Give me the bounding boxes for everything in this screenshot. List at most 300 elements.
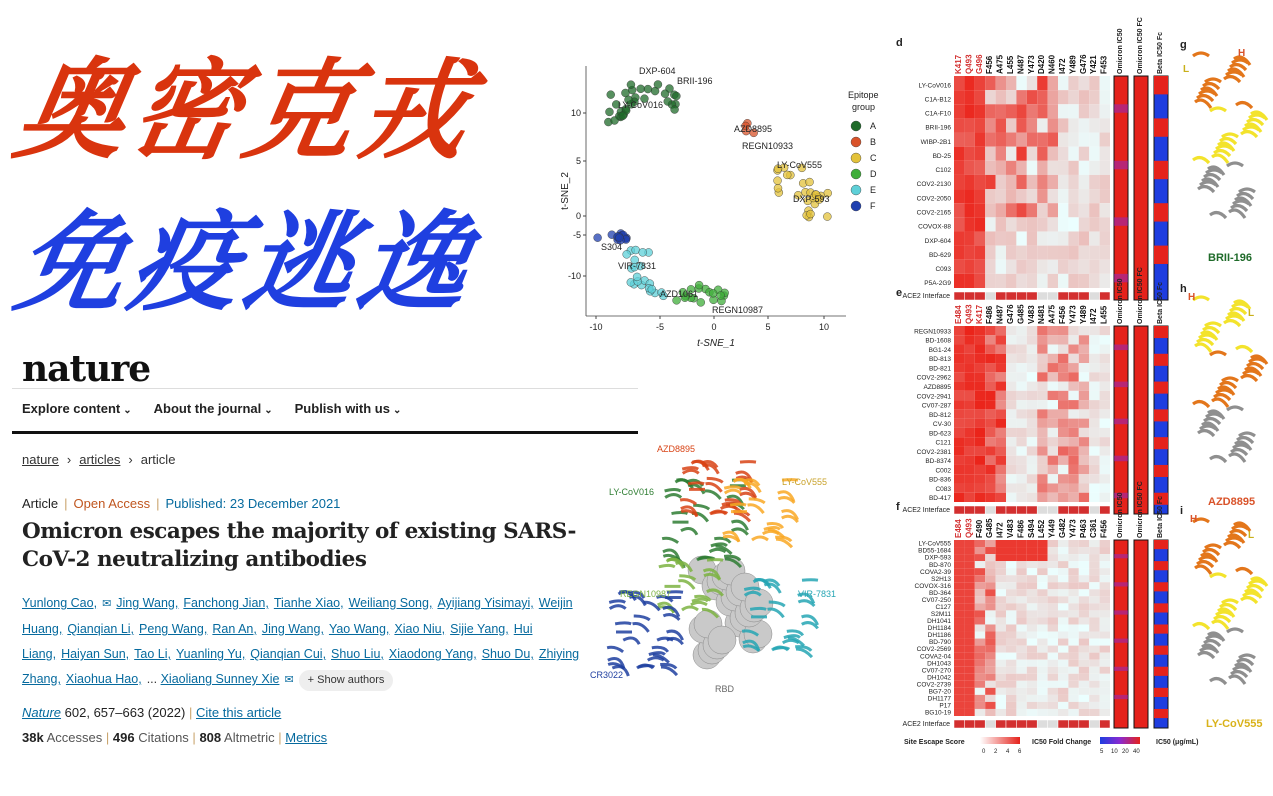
heatmap-cell	[1048, 118, 1058, 132]
cluster-label: AZD1061	[660, 289, 699, 299]
heatmap-cell	[1089, 231, 1099, 245]
author-link[interactable]: Sijie Yang,	[450, 622, 509, 636]
heatmap-cell	[996, 617, 1006, 624]
heatmap-cell	[1068, 400, 1078, 409]
ic50-cell	[1114, 382, 1128, 388]
heatmap-cell	[1100, 246, 1110, 260]
ace2-cell	[1058, 720, 1068, 728]
column-header: Q493	[964, 54, 974, 74]
heatmap-cell	[1048, 493, 1058, 502]
breadcrumb-nature[interactable]: nature	[22, 452, 59, 467]
model-ribbon	[1212, 621, 1228, 629]
cluster-label: REGN10933	[742, 141, 794, 151]
model-ribbon	[1236, 347, 1252, 352]
structure-label: AZD8895	[657, 444, 696, 454]
heatmap-cell	[1027, 231, 1037, 245]
author-link[interactable]: Jing Wang,	[261, 622, 324, 636]
heatmap-cell	[1089, 688, 1099, 695]
heatmap-cell	[1068, 391, 1078, 400]
column-header: V483	[1026, 305, 1036, 324]
ace2-cell	[985, 720, 995, 728]
row-label: COVOX-316	[914, 582, 951, 590]
author-link[interactable]: Fanchong Jian,	[183, 596, 269, 610]
heatmap-cell	[1006, 639, 1016, 646]
heatmap-cell	[1058, 547, 1068, 554]
row-label: COV2-2739	[916, 681, 951, 689]
heatmap-cell	[954, 372, 964, 381]
ace2-cell	[1058, 506, 1068, 514]
heatmap-cell	[1016, 354, 1026, 363]
breadcrumb-articles[interactable]: articles	[79, 452, 121, 467]
heatmap-cell	[1048, 709, 1058, 716]
heatmap-cell	[975, 575, 985, 582]
heatmap-cell	[1048, 667, 1058, 674]
heatmap-cell	[1037, 540, 1047, 547]
model-ribbon	[1227, 407, 1243, 410]
heatmap-cell	[1058, 446, 1068, 455]
heatmap-cell	[964, 161, 974, 175]
heatmap-cell	[954, 582, 964, 589]
heatmap-cell	[975, 326, 985, 335]
heatmap-cell	[1027, 76, 1037, 90]
heatmap-cell	[1037, 382, 1047, 391]
heatmap-cell	[975, 335, 985, 344]
heatmap-cell	[1058, 231, 1068, 245]
heatmap-cell	[985, 653, 995, 660]
heatmap-cell	[1037, 217, 1047, 231]
heatmap-cell	[954, 653, 964, 660]
ic50-cell	[1154, 326, 1168, 338]
heatmap-cell	[1037, 632, 1047, 639]
heatmap-cell	[996, 674, 1006, 681]
heatmap-cell	[996, 260, 1006, 274]
column-header: F456	[985, 55, 995, 74]
nav-explore-content[interactable]: Explore content ⌄	[22, 401, 132, 416]
legend-title: group	[852, 102, 876, 112]
heatmap-cell	[1006, 133, 1016, 147]
heatmap-cell	[1089, 345, 1099, 354]
heatmap-cell	[975, 632, 985, 639]
author-link[interactable]: Weiliang Song,	[348, 596, 433, 610]
heatmap-cell	[975, 104, 985, 118]
ace2-cell	[975, 292, 985, 300]
heatmap-cell	[1089, 646, 1099, 653]
author-link[interactable]: Hui Liang,	[22, 622, 533, 661]
nav-divider	[12, 431, 638, 434]
heatmap-cell	[996, 189, 1006, 203]
side-column-header: Omicron IC50 FC	[1137, 267, 1144, 324]
heatmap-cell	[954, 589, 964, 596]
author-link[interactable]: Qianqian Li,	[67, 622, 135, 636]
ic50-cell	[1154, 354, 1168, 366]
heatmap-cell	[1058, 667, 1068, 674]
heatmap-cell	[1006, 345, 1016, 354]
column-header: I472	[1089, 308, 1099, 324]
author-link[interactable]: Xiaodong Yang,	[388, 647, 477, 661]
heatmap-cell	[1068, 561, 1078, 568]
heatmap-cell	[1068, 133, 1078, 147]
heatmap-cell	[964, 147, 974, 161]
heatmap-cell	[1048, 660, 1058, 667]
heatmap-cell	[975, 547, 985, 554]
y-tick-label: -10	[567, 271, 581, 281]
nav-about-journal[interactable]: About the journal ⌄	[153, 401, 273, 416]
nav-publish[interactable]: Publish with us ⌄	[294, 401, 402, 416]
column-header: G476	[1006, 304, 1015, 324]
heatmap-cell	[996, 326, 1006, 335]
row-label: BD-821	[928, 365, 951, 373]
ic50-cell	[1114, 104, 1128, 112]
heatmap-cell	[954, 363, 964, 372]
show-authors-button[interactable]: + Show authors	[299, 670, 394, 691]
model-ribbon	[1239, 433, 1255, 436]
heatmap-cell	[1016, 345, 1026, 354]
author-link[interactable]: Yao Wang,	[328, 622, 390, 636]
author-link[interactable]: Ran An,	[212, 622, 257, 636]
heatmap-cell	[1089, 465, 1099, 474]
overlay-title-line1: 奥密克戎	[7, 49, 486, 174]
heatmap-cell	[1027, 575, 1037, 582]
heatmap-cell	[975, 428, 985, 437]
data-point	[806, 178, 814, 186]
heatmap-cell	[1037, 547, 1047, 554]
legend-swatch	[851, 201, 861, 211]
heatmap-cell	[1016, 147, 1026, 161]
heatmap-cell	[1037, 175, 1047, 189]
heatmap-cell	[1100, 363, 1110, 372]
lycov016-ribbon	[665, 495, 681, 498]
heatmap-cell	[1006, 660, 1016, 667]
heatmap-cell	[985, 133, 995, 147]
row-label: P5A-2G9	[924, 280, 951, 288]
citation-info: 602, 657–663 (2022)	[64, 705, 186, 720]
heatmap-cell	[1048, 547, 1058, 554]
heatmap-cell	[975, 446, 985, 455]
published-date[interactable]: Published: 23 December 2021	[165, 496, 341, 511]
heatmap-cell	[985, 372, 995, 381]
heatmap-cell	[1048, 446, 1058, 455]
email-icon[interactable]: ✉	[102, 598, 112, 610]
heatmap-cell	[996, 568, 1006, 575]
ace2-cell	[964, 292, 974, 300]
heatmap-cell	[1006, 702, 1016, 709]
heatmap-cell	[1100, 335, 1110, 344]
model-ribbon	[1193, 53, 1209, 56]
heatmap-cell	[1058, 702, 1068, 709]
author-link[interactable]: Xiao Niu,	[394, 622, 446, 636]
journal-name[interactable]: Nature	[22, 705, 62, 720]
column-header: F490	[974, 519, 984, 538]
legend-swatch	[851, 121, 861, 131]
row-label: COV2-2381	[916, 448, 951, 456]
heatmap-cell	[1016, 391, 1026, 400]
heatmap-cell	[996, 419, 1006, 428]
heatmap-cell	[1048, 554, 1058, 561]
heatmap-cell	[1089, 610, 1099, 617]
heatmap-cell	[996, 465, 1006, 474]
heatmap-cell	[1089, 104, 1099, 118]
heatmap-cell	[996, 354, 1006, 363]
data-point	[594, 234, 602, 242]
heatmap-cell	[1027, 428, 1037, 437]
heatmap-cell	[1037, 568, 1047, 575]
heatmap-cell	[1027, 161, 1037, 175]
legend-entry: D	[870, 169, 877, 179]
heatmap-cell	[1100, 582, 1110, 589]
heatmap-cell	[1058, 540, 1068, 547]
author-link[interactable]: Yuanling Yu,	[176, 647, 246, 661]
heatmap-cell	[1037, 589, 1047, 596]
row-label: DH1184	[927, 625, 951, 633]
ic50-cell	[1114, 419, 1128, 425]
heatmap-cell	[1027, 582, 1037, 589]
heatmap-cell	[1079, 603, 1089, 610]
heatmap-cell	[996, 372, 1006, 381]
heatmap-cell	[1048, 610, 1058, 617]
heatmap-cell	[1027, 709, 1037, 716]
heatmap-cell	[1058, 561, 1068, 568]
heatmap-cell	[996, 660, 1006, 667]
column-header: N487	[995, 304, 1005, 324]
heatmap-cell	[1100, 118, 1110, 132]
heatmap-cell	[954, 474, 964, 483]
author-link[interactable]: Haiyan Sun,	[61, 647, 130, 661]
authors-ellipsis: ...	[146, 672, 161, 686]
column-header: Q493	[964, 304, 974, 324]
ic50-cell	[1154, 161, 1168, 179]
heatmap-cell	[1016, 326, 1026, 335]
heatmap-cell	[1048, 639, 1058, 646]
heatmap-cell	[1058, 409, 1068, 418]
cr3022-ribbon	[623, 638, 639, 644]
heatmap-cell	[1100, 428, 1110, 437]
heatmap-cell	[1089, 632, 1099, 639]
heatmap-cell	[1068, 147, 1078, 161]
heatmap-cell	[985, 667, 995, 674]
author-link[interactable]: Yunlong Cao,	[22, 596, 98, 610]
heatmap-cell	[954, 610, 964, 617]
heatmap-cell	[964, 667, 974, 674]
heatmap-cell	[985, 189, 995, 203]
heatmap-cell	[1100, 632, 1110, 639]
heatmap-cell	[1089, 483, 1099, 492]
heatmap-cell	[1027, 617, 1037, 624]
author-link[interactable]: Tao Li,	[134, 647, 172, 661]
x-tick-label: 10	[818, 322, 830, 332]
heatmap-cell	[1100, 354, 1110, 363]
heatmap-cell	[975, 372, 985, 381]
heatmap-cell	[964, 260, 974, 274]
heatmap-cell	[954, 568, 964, 575]
heatmap-cell	[1079, 660, 1089, 667]
heatmap-cell	[1027, 175, 1037, 189]
heatmap-cell	[985, 161, 995, 175]
heatmap-cell	[1037, 702, 1047, 709]
email-icon[interactable]: ✉	[284, 674, 294, 686]
heatmap-cell	[1016, 568, 1026, 575]
heatmap-cell	[954, 561, 964, 568]
heatmap-cell	[975, 409, 985, 418]
heatmap-cell	[985, 596, 995, 603]
heatmap-cell	[954, 437, 964, 446]
heatmap-cell	[964, 354, 974, 363]
author-link[interactable]: Tianhe Xiao,	[273, 596, 344, 610]
heatmap-cell	[1016, 419, 1026, 428]
heatmap-cell	[964, 446, 974, 455]
row-label: BD-25	[932, 152, 951, 160]
row-label: BD55-1684	[918, 547, 951, 555]
heatmap-cell	[975, 660, 985, 667]
heatmap-cell	[1027, 660, 1037, 667]
heatmap-cell	[1048, 133, 1058, 147]
heatmap-cell	[1048, 428, 1058, 437]
author-link[interactable]: Xiaohua Hao,	[65, 672, 142, 686]
azd8895-ribbon	[707, 478, 723, 482]
heatmap-cell	[996, 456, 1006, 465]
heatmap-cell	[1100, 161, 1110, 175]
ic50-cell	[1114, 345, 1128, 351]
altmetric-label: Altmetric	[224, 730, 275, 745]
heatmap-cell	[1058, 688, 1068, 695]
heatmap-cell	[1027, 372, 1037, 381]
heatmap-cell	[1006, 624, 1016, 631]
heatmap-cell	[996, 203, 1006, 217]
column-header: N460	[1047, 54, 1057, 74]
author-link[interactable]: Qianqian Cui,	[250, 647, 327, 661]
heatmap-cell	[1037, 161, 1047, 175]
row-label: DH1186	[927, 632, 951, 640]
heatmap-cell	[1006, 437, 1016, 446]
metrics-link[interactable]: Metrics	[285, 730, 328, 745]
heatmap-cell	[1037, 646, 1047, 653]
heatmap-cell	[1027, 493, 1037, 502]
overlay-title-line2: 免疫逃逸	[7, 201, 486, 326]
author-link[interactable]: Shuo Liu,	[331, 647, 384, 661]
heatmap-cell	[1089, 133, 1099, 147]
heatmap-cell	[1058, 133, 1068, 147]
heatmap-cell	[1068, 456, 1078, 465]
ace2-label: ACE2 Interface	[902, 293, 950, 300]
model-ribbon	[1198, 187, 1214, 192]
tsne-plot	[556, 56, 886, 356]
legend-swatch	[851, 185, 861, 195]
heatmap-cell	[996, 133, 1006, 147]
heatmap-cell	[1068, 104, 1078, 118]
heatmap-cell	[1016, 674, 1026, 681]
ace2-cell	[1016, 506, 1026, 514]
heatmap-cell	[1100, 465, 1110, 474]
model-ribbon	[1210, 213, 1226, 218]
author-link[interactable]: Shuo Du,	[481, 647, 534, 661]
accesses-label: Accesses	[46, 730, 103, 745]
heatmap-cell	[1006, 465, 1016, 474]
heatmap-cell	[1037, 610, 1047, 617]
row-label: COVOX-88	[918, 223, 951, 231]
heatmap-cell	[1058, 400, 1068, 409]
azd8895-ribbon	[688, 483, 704, 484]
heatmap-cell	[985, 90, 995, 104]
heatmap-cell	[1027, 335, 1037, 344]
vir7831-ribbon	[750, 608, 766, 609]
heatmap-cell	[1058, 175, 1068, 189]
author-link[interactable]: Weijin Huang,	[22, 596, 573, 636]
escape-heatmaps	[886, 17, 1199, 755]
heatmap-cell	[1006, 175, 1016, 189]
heatmap-cell	[1006, 326, 1016, 335]
row-label: CV-30	[932, 421, 951, 429]
heatmap-cell	[1006, 561, 1016, 568]
heatmap-cell	[1079, 133, 1089, 147]
heatmap-cell	[1037, 326, 1047, 335]
heatmap-cell	[1058, 90, 1068, 104]
heatmap-cell	[1079, 547, 1089, 554]
regn10987-ribbon	[707, 560, 723, 561]
ace2-cell	[1006, 506, 1016, 514]
heatmap-cell	[1079, 483, 1089, 492]
heatmap-cell	[1058, 354, 1068, 363]
heatmap-cell	[1100, 639, 1110, 646]
model-ribbon	[1229, 210, 1245, 218]
article-type: Article	[22, 496, 59, 511]
heatmap-cell	[964, 231, 974, 245]
heatmap-cell	[1027, 547, 1037, 554]
heatmap-cell	[954, 603, 964, 610]
heatmap-cell	[1048, 175, 1058, 189]
heatmap-cell	[954, 175, 964, 189]
heatmap-cell	[975, 596, 985, 603]
author-link[interactable]: Peng Wang,	[139, 622, 208, 636]
model-ribbon	[1229, 454, 1245, 462]
author-link[interactable]: Ayijiang Yisimayi,	[437, 596, 534, 610]
heatmap-cell	[975, 189, 985, 203]
author-link[interactable]: Zhiying Zhang,	[22, 647, 580, 686]
heatmap-cell	[1100, 568, 1110, 575]
heatmap-cell	[1068, 702, 1078, 709]
heatmap-cell	[1006, 382, 1016, 391]
heatmap-cell	[1079, 493, 1089, 502]
heatmap-cell	[1100, 681, 1110, 688]
heatmap-cell	[1068, 667, 1078, 674]
heatmap-cell	[1037, 674, 1047, 681]
ic50-column	[1154, 76, 1168, 300]
chevron-down-icon: ⌄	[264, 405, 273, 416]
heatmap-cell	[975, 437, 985, 446]
x-tick-label: 0	[711, 322, 717, 332]
heatmap-cell	[1027, 400, 1037, 409]
heatmap-cell	[1048, 695, 1058, 702]
heatmap-cell	[1079, 681, 1089, 688]
heatmap-cell	[964, 596, 974, 603]
model-ribbon	[1193, 402, 1209, 407]
model-ribbon	[1227, 163, 1243, 166]
heatmap-cell	[1089, 624, 1099, 631]
heatmap-cell	[1016, 446, 1026, 455]
ace2-cell	[1089, 506, 1099, 514]
heatmap-cell	[1089, 702, 1099, 709]
heatmap-cell	[954, 596, 964, 603]
regn10987-ribbon	[682, 607, 698, 610]
heatmap-cell	[1006, 391, 1016, 400]
cite-article-link[interactable]: Cite this article	[196, 705, 282, 720]
heatmap-cell	[1048, 596, 1058, 603]
heatmap-cell	[1037, 203, 1047, 217]
heatmap-cell	[1068, 217, 1078, 231]
heatmap-cell	[985, 575, 995, 582]
heatmap-cell	[1058, 246, 1068, 260]
nature-logo[interactable]: nature	[22, 348, 151, 390]
author-link[interactable]: Xiaoliang Sunney Xie	[160, 672, 280, 686]
author-link[interactable]: Jing Wang,	[116, 596, 179, 610]
